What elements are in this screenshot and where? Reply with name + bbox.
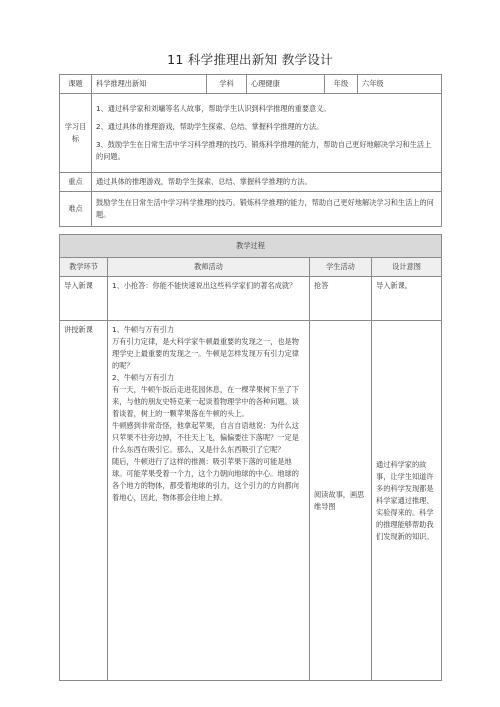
lesson-paragraph: 随后，牛顿进行了这样的推测：吸引苹果下落的可能是地球。可能苹果受着一个力，这个力朝向地球的中心。地球的各个地方的物体，都受着地球的引力，这个引力的方向都向着地心，因此，物体都会往地上掉。 [112,457,299,502]
lesson-paragraph: 牛顿感到非常奇怪，他拿起苹果，自言自语地说：为什么这只苹果不往旁边掉，不往天上飞，偏偏要往下落呢？一定是什么东西在吸引它。那么，又是什么东西吸引了它呢？ [112,421,299,454]
header-teacher: 教师活动 [108,258,310,277]
lesson-intent: 通过科学家的故事，让学生知道许多的科学发现都是科学家通过推理、实验得来的。科学的推理能够帮助我们发现新的知识。 [372,321,442,681]
grade-value: 六年级 [358,75,442,94]
key-point-text: 通过具体的推理游戏，帮助学生探索、总结、掌握科学推理的方法。 [92,173,442,192]
teaching-process-table [59,234,442,681]
intro-teacher: 1、小抢答：你能不能快速说出这些科学家们的著名成就？ [108,277,310,321]
grade-label: 年级 [325,75,358,94]
goal-item: 1、通过科学家和刘墉等名人故事，帮助学生认识到科学推理的重要意义。 [96,104,331,113]
intro-student: 抢答 [310,277,372,321]
header-student: 学生活动 [310,258,372,277]
subject-label: 学科 [207,75,247,94]
goals-label: 学习目标 [60,94,92,173]
difficulty-label: 难点 [60,192,92,227]
lesson-info-table [59,74,442,227]
lesson-paragraph: 1、牛顿与万有引力 [112,325,175,334]
lesson-teacher [108,321,310,681]
process-band: 教学过程 [60,235,442,258]
course-value: 科学推理出新知 [92,75,207,94]
goal-item: 2、通过具体的推理游戏，帮助学生探索、总结、掌握科学推理的方法。 [96,122,324,131]
goal-item: 3、鼓励学生在日常生活中学习科学推理的技巧、锻炼科学推理的能力，帮助自己更好地解决学习和生活上的问题。 [96,140,432,161]
lesson-paragraph: 有一天，牛顿午饭后走进花园休息，在一棵苹果树下坐了下来，与他的朋友史特克莱一起谈着物理学中的各种问题。谈着谈着，树上的一颗苹果落在牛顿的头上。 [112,385,299,418]
subject-value: 心理健康 [247,75,325,94]
intro-stage: 导入新课 [60,277,108,321]
difficulty-text: 鼓励学生在日常生活中学习科学推理的技巧、锻炼科学推理的能力，帮助自己更好地解决学习和生活上的问题。 [92,192,442,227]
lesson-stage: 讲授新课 [60,321,108,681]
intro-intent: 导入新课。 [372,277,442,321]
lesson-student: 阅读故事，画思维导图 [310,321,372,681]
lesson-paragraph: 2、牛顿与万有引力 [112,373,175,382]
header-intent: 设计意图 [372,258,442,277]
lesson-paragraph: 万有引力定律，是大科学家牛顿最重要的发现之一，也是物理学史上最重要的发现之一。牛顿是怎样发现万有引力定律的呢？ [112,337,299,370]
course-label: 课题 [60,75,92,94]
document-title: 11 科学推理出新知 教学设计 [167,52,333,67]
goals-content [92,94,442,173]
header-stage: 教学环节 [60,258,108,277]
key-point-label: 重点 [60,173,92,192]
